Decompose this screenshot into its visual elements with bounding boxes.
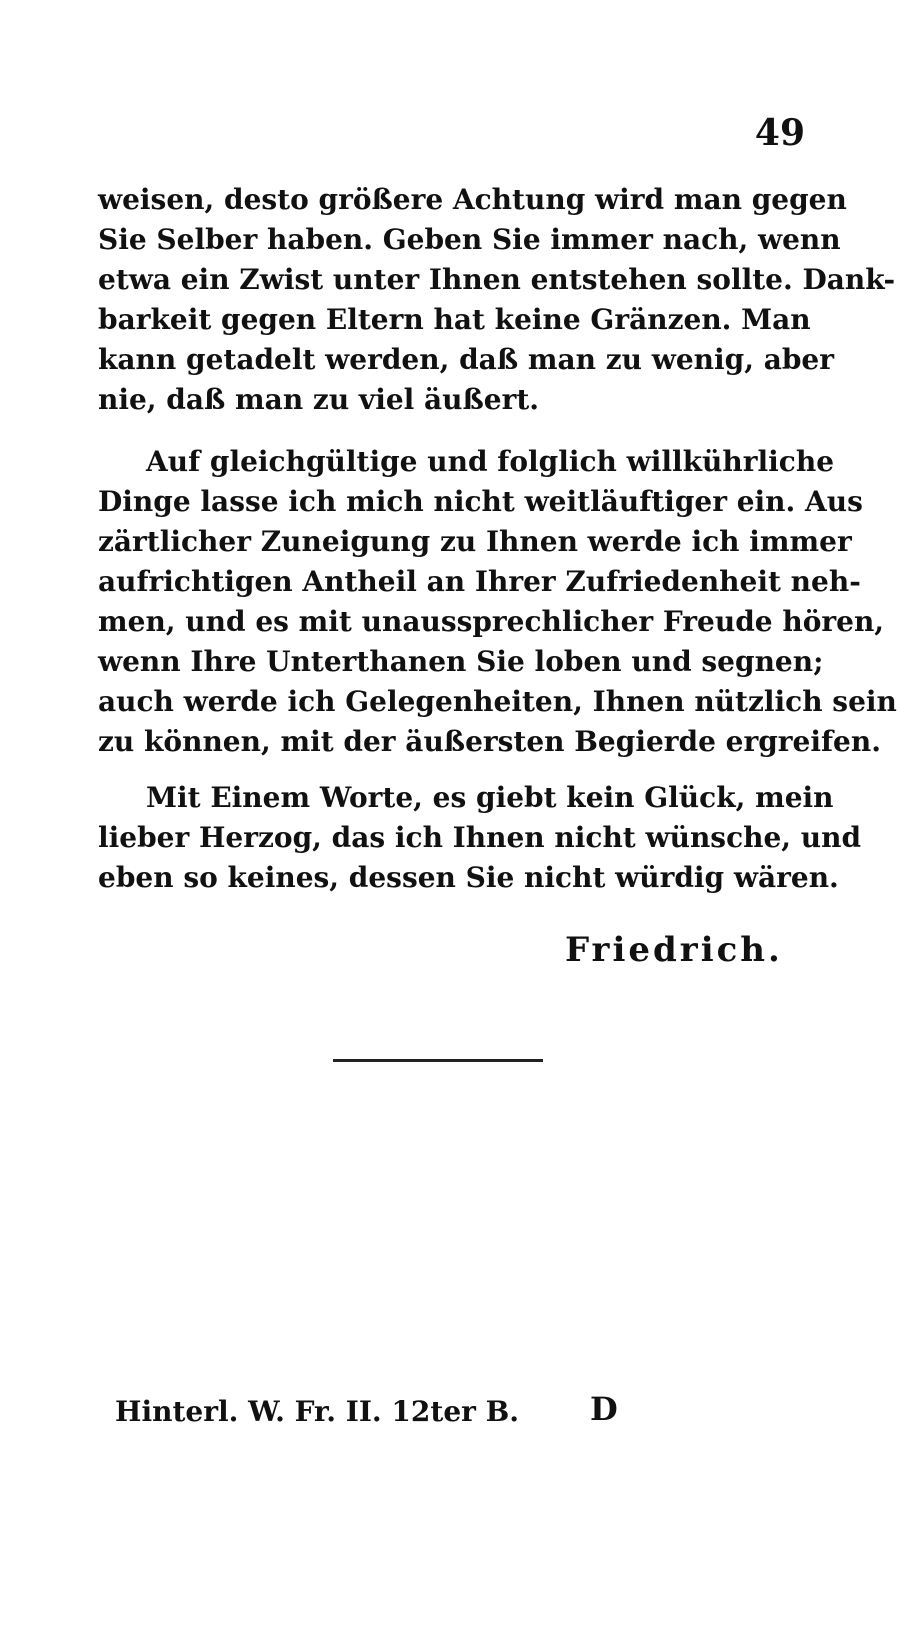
- text-line: kann getadelt werden, daß man zu wenig, aber: [98, 343, 834, 376]
- text-line: Mit Einem Worte, es giebt kein Glück, mein: [146, 781, 834, 814]
- text-line: zu können, mit der äußersten Begierde ergreifen.: [98, 725, 881, 758]
- text-line: barkeit gegen Eltern hat keine Gränzen. Man: [98, 303, 811, 336]
- text-line: Dinge lasse ich mich nicht weitläuftiger ein. Aus: [98, 485, 863, 518]
- gathering-mark: D: [590, 1390, 618, 1428]
- printer-signature-mark: Hinterl. W. Fr. II. 12ter B.: [115, 1395, 520, 1428]
- paragraph-3: [98, 778, 862, 898]
- text-line: lieber Herzog, das ich Ihnen nicht wünsche, und: [98, 821, 862, 854]
- text-line: men, und es mit unaussprechlicher Freude hören,: [98, 605, 885, 638]
- text-line: nie, daß man zu viel äußert.: [98, 383, 540, 416]
- text-line: zärtlicher Zuneigung zu Ihnen werde ich immer: [98, 525, 852, 558]
- signature: Friedrich.: [565, 930, 783, 970]
- text-line: Sie Selber haben. Geben Sie immer nach, wenn: [98, 223, 841, 256]
- text-line: Auf gleichgültige und folglich willkührliche: [146, 445, 835, 478]
- section-divider: [333, 1059, 543, 1062]
- page-number: 49: [754, 112, 805, 154]
- text-line: auch werde ich Gelegenheiten, Ihnen nützlich sein: [98, 685, 897, 718]
- text-line: etwa ein Zwist unter Ihnen entstehen sollte. Dank-: [98, 263, 896, 296]
- text-line: aufrichtigen Antheil an Ihrer Zufriedenheit neh-: [98, 565, 861, 598]
- paragraph-1: [98, 180, 896, 420]
- text-line: wenn Ihre Unterthanen Sie loben und segnen;: [98, 645, 824, 678]
- paragraph-2: [98, 442, 897, 762]
- text-line: weisen, desto größere Achtung wird man gegen: [98, 183, 847, 216]
- text-line: eben so keines, dessen Sie nicht würdig wären.: [98, 861, 839, 894]
